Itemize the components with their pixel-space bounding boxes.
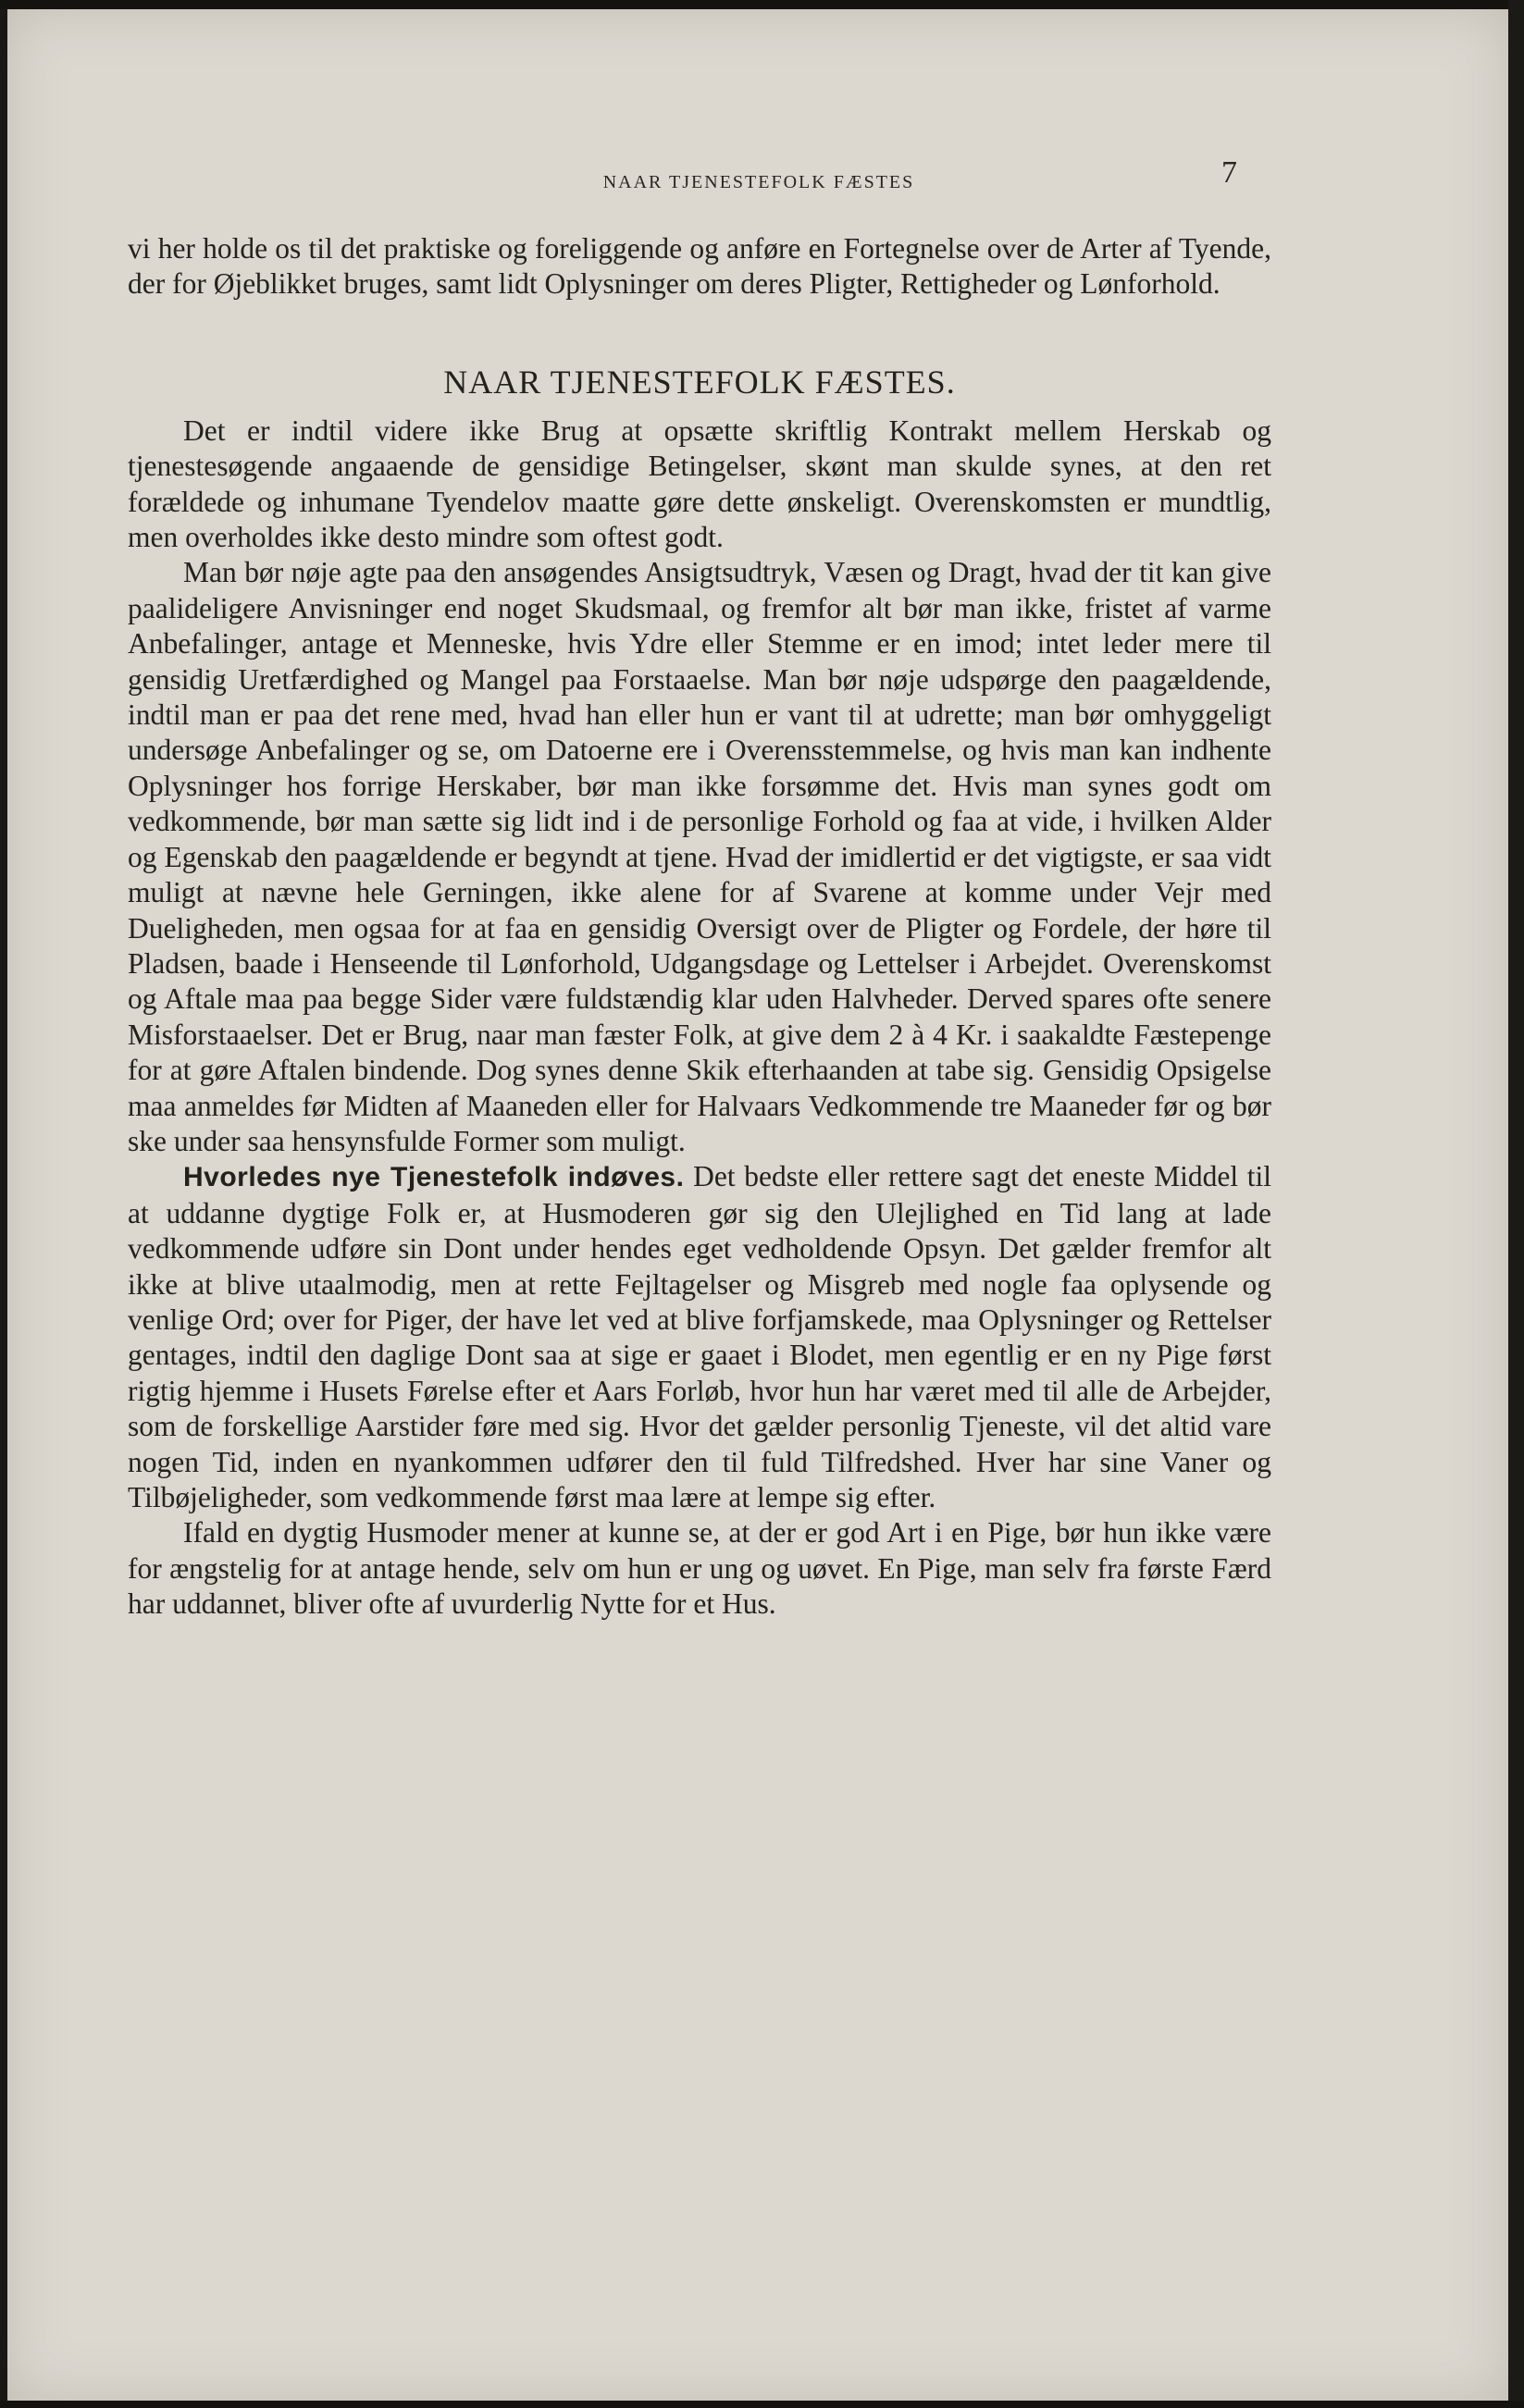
section-title: NAAR TJENESTEFOLK FÆSTES. bbox=[443, 363, 956, 401]
paragraph-hiring-advice: Man bør nøje agte paa den ansøgendes Ansigtsudtryk, Væsen og Dragt, hvad der tit kan give paalideligere Anvisninger end noget Skudsmaal, og fremfor alt bør man ikke, fristet af varme Anbefalinger, antage et Menneske, hvis Ydre eller Stemme er en imod; intet leder mere til gensidig Uretfærdighed og Mangel paa Forstaaelse. Man bør nøje udspørge den paagældende, indtil man er paa det rene med, hvad han eller hun er vant til at udrette; man bør omhyggeligt undersøge Anbefalinger og se, om Datoerne ere i Overensstemmelse, og hvis man kan indhente Oplysninger hos forrige Herskaber, bør man ikke forsømme det. Hvis man synes godt om vedkommende, bør man sætte sig lidt ind i de personlige Forhold og faa at vide, i hvilken Alder og Egenskab den paagældende er begyndt at tjene. Hvad der imidlertid er det vigtigste, er saa vidt muligt at nævne hele Gerningen, ikke alene for af Svarene at komme under Vejr med Dueligheden, men ogsaa for at faa en gensidig Oversigt over de Pligter og Fordele, der høre til Pladsen, baade i Henseende til Lønforhold, Udgangsdage og Lettelser i Arbejdet. Overenskomst og Aftale maa paa begge Sider være fuldstændig klar uden Halvheder. Derved spares ofte senere Misforstaaelser. Det er Brug, naar man fæster Folk, at give dem 2 à 4 Kr. i saakaldte Fæstepenge for at gøre Aftalen bindende. Dog synes denne Skik efterhaanden at tabe sig. Gensidig Opsigelse maa anmeldes før Midten af Maaneden eller for Halvaars Vedkommende tre Maaneder før og bør ske under saa hensynsfulde Former som muligt. bbox=[128, 556, 1271, 1157]
running-head: NAAR TJENESTEFOLK FÆSTES bbox=[602, 172, 915, 192]
runin-paragraph-text: Det bedste eller rettere sagt det eneste Middel til at uddanne dygtige Folk er, at Husmoderen gør sig den Ulejlighed en Tid lang at lade vedkommende udføre sin Dont under hendes eget vedholdende Opsyn. Det gælder fremfor alt ikke at blive utaalmodig, men at rette Fejltagelser og Misgreb med nogle faa oplysende og venlige Ord; over for Piger, der have let ved at blive forfjamskede, maa Oplysninger og Rettelser gentages, indtil den daglige Dont saa at sige er gaaet i Blodet, men egentlig er en ny Pige først rigtig hjemme i Husets Førelse efter et Aars Forløb, hvor hun har været med til alle de Arbejder, som de forskellige Aarstider føre med sig. Hvor det gælder personlig Tjeneste, vil det altid vare nogen Tid, inden en nyankommen udfører den til fuld Tilfredshed. Hver har sine Vaner og Tilbøjeligheder, som vedkommende først maa lære at lempe sig efter. bbox=[128, 1160, 1272, 1513]
runin-heading: Hvorledes nye Tjenestefolk indøves. bbox=[183, 1162, 685, 1193]
body-text bbox=[128, 231, 1271, 1623]
scan-bottom-edge bbox=[0, 2401, 1524, 2408]
paragraph-contract: Det er indtil videre ikke Brug at opsætte skriftlig Kontrakt mellem Herskab og tjenestesøgende angaaende de gensidige Betingelser, skønt man skulde synes, at den ret forældede og inhumane Tyendelov maatte gøre dette ønskeligt. Overenskomsten er mundtlig, men overholdes ikke desto mindre som oftest godt. bbox=[128, 414, 1271, 554]
scan-right-edge bbox=[1508, 0, 1524, 2408]
paragraph-training bbox=[128, 1159, 1271, 1515]
page-number: 7 bbox=[1221, 155, 1237, 190]
intro-paragraph: vi her holde os til det praktiske og foreliggende og anføre en Fortegnelse over de Arter af Tyende, der for Øjeblikket bruges, samt lidt Oplysninger om deres Pligter, Rettigheder og Lønforhold. bbox=[128, 232, 1271, 301]
paragraph-final: Ifald en dygtig Husmoder mener at kunne se, at der er god Art i en Pige, bør hun ikke være for ængstelig for at antage hende, selv om hun er ung og uøvet. En Pige, man selv fra første Færd har uddannet, bliver ofte af uvurderlig Nytte for et Hus. bbox=[128, 1516, 1271, 1621]
scan-top-edge bbox=[0, 0, 1524, 9]
